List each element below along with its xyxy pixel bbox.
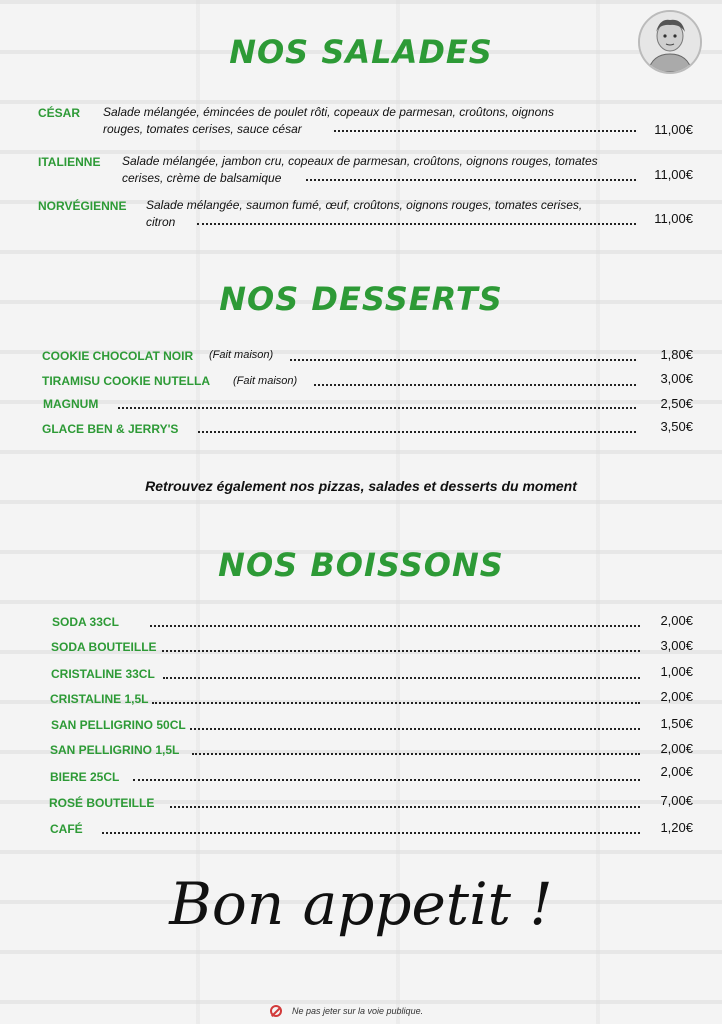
dot-leader — [170, 806, 640, 808]
dot-leader — [133, 779, 640, 781]
dot-leader — [190, 728, 640, 730]
item-name: SAN PELLIGRINO 1,5L — [50, 743, 180, 757]
item-price: 11,00€ — [654, 122, 693, 137]
item-name: SODA 33CL — [52, 615, 119, 629]
item-price: 2,50€ — [660, 396, 693, 411]
item-price: 2,00€ — [660, 689, 693, 704]
item-name: BIERE 25CL — [50, 770, 120, 784]
item-name: CRISTALINE 33CL — [51, 667, 155, 681]
item-price: 7,00€ — [660, 793, 693, 808]
dot-leader — [118, 407, 636, 409]
salades-title: NOS SALADES — [229, 33, 493, 71]
item-price: 1,00€ — [660, 664, 693, 679]
item-desc-line2: cerises, crème de balsamique — [122, 171, 282, 185]
dot-leader — [314, 384, 636, 386]
item-name: ITALIENNE — [38, 155, 101, 169]
bon-appetit-text: Bon appetit ! — [169, 870, 553, 938]
dot-leader — [290, 359, 636, 361]
dot-leader — [163, 677, 640, 679]
item-price: 2,00€ — [660, 613, 693, 628]
item-price: 3,00€ — [660, 638, 693, 653]
dot-leader — [198, 431, 636, 433]
item-price: 11,00€ — [654, 167, 693, 182]
item-price: 3,00€ — [660, 371, 693, 386]
dot-leader — [192, 753, 640, 755]
item-name: CÉSAR — [38, 106, 81, 120]
desserts-title: NOS DESSERTS — [219, 280, 503, 318]
dot-leader — [162, 650, 640, 652]
item-price: 1,50€ — [660, 716, 693, 731]
moment-text: Retrouvez également nos pizzas, salades et desserts du moment — [145, 478, 577, 494]
item-name: SAN PELLIGRINO 50CL — [51, 718, 186, 732]
item-name: CRISTALINE 1,5L — [50, 692, 149, 706]
item-price: 2,00€ — [660, 764, 693, 779]
dot-leader — [150, 625, 640, 627]
dot-leader — [197, 223, 636, 225]
item-note: (Fait maison) — [233, 375, 298, 387]
item-desc-line2: citron — [146, 215, 176, 229]
dot-leader — [306, 179, 636, 181]
item-price: 1,20€ — [660, 820, 693, 835]
item-name: GLACE BEN & JERRY'S — [42, 422, 179, 436]
item-name: SODA BOUTEILLE — [51, 640, 157, 654]
item-note: (Fait maison) — [209, 349, 274, 361]
boissons-title: NOS BOISSONS — [218, 546, 504, 584]
item-price: 11,00€ — [654, 211, 693, 226]
dot-leader — [152, 702, 640, 704]
item-name: ROSÉ BOUTEILLE — [49, 796, 155, 810]
footer-text: Ne pas jeter sur la voie publique. — [292, 1006, 424, 1016]
item-desc-line2: rouges, tomates cerises, sauce césar — [103, 122, 302, 136]
item-name: NORVÉGIENNE — [38, 199, 127, 213]
footer-note — [270, 1005, 423, 1017]
item-price: 3,50€ — [660, 419, 693, 434]
item-name: COOKIE CHOCOLAT NOIR — [42, 349, 194, 363]
item-price: 2,00€ — [660, 741, 693, 756]
item-name: TIRAMISU COOKIE NUTELLA — [42, 374, 210, 388]
dot-leader — [102, 832, 640, 834]
no-littering-icon — [270, 1005, 282, 1017]
item-desc-line1: Salade mélangée, émincées de poulet rôti, copeaux de parmesan, croûtons, oignons — [103, 105, 554, 119]
item-desc-line1: Salade mélangée, jambon cru, copeaux de parmesan, croûtons, oignons rouges, tomates — [122, 154, 598, 168]
dot-leader — [334, 130, 636, 132]
item-name: MAGNUM — [43, 397, 99, 411]
item-desc-line1: Salade mélangée, saumon fumé, œuf, croûtons, oignons rouges, tomates cerises, — [146, 198, 583, 212]
item-name: CAFÉ — [50, 822, 83, 836]
item-price: 1,80€ — [660, 347, 693, 362]
